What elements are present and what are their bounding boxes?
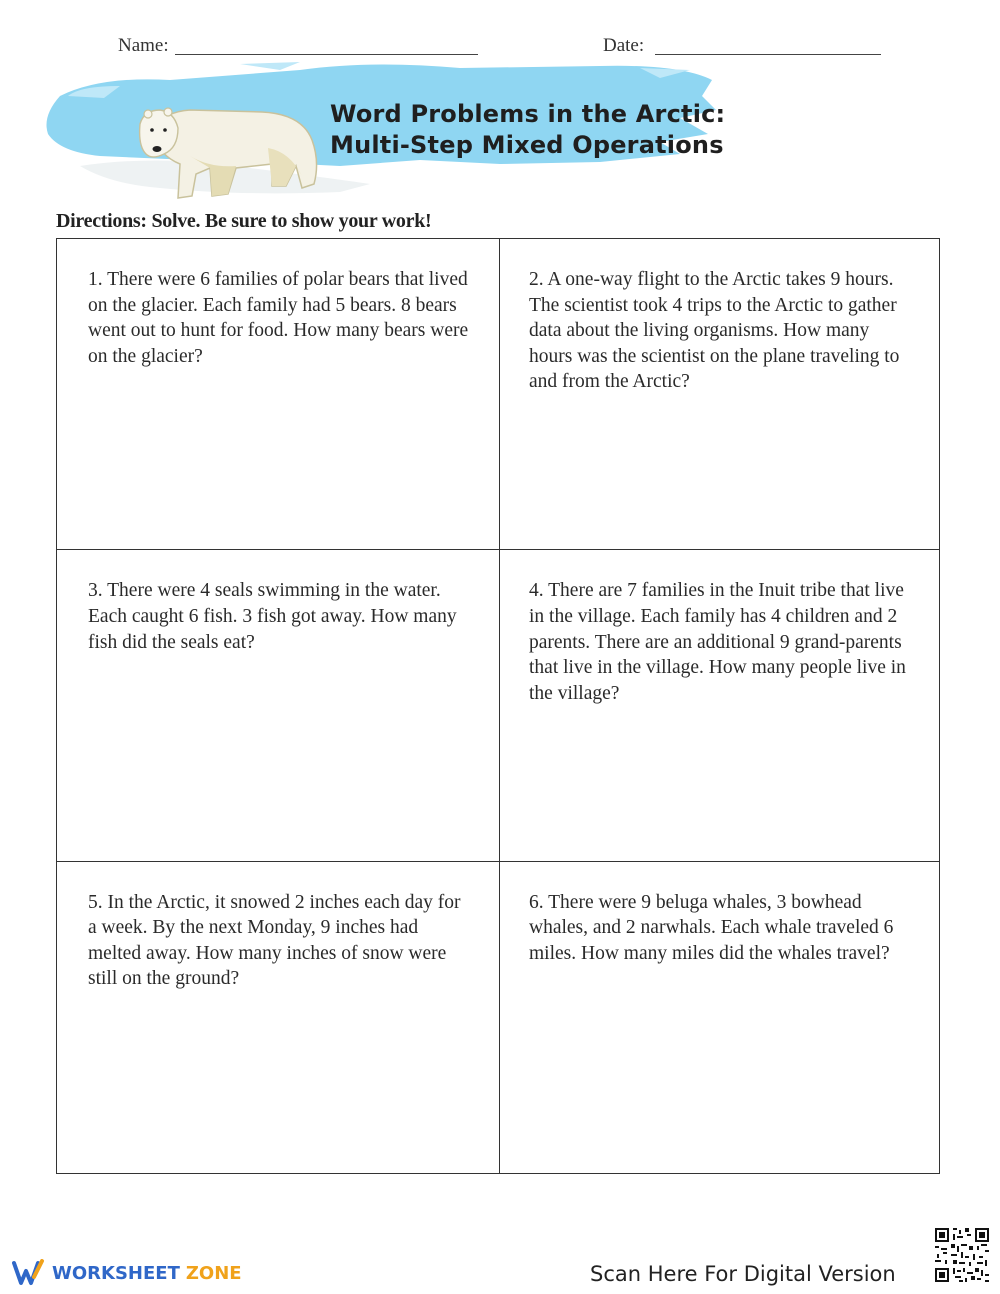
problem-5-text: 5. In the Arctic, it snowed 2 inches each day for a week. By the next Monday, 9 inches had melted away. How many inches of snow were still on the ground? [88, 891, 461, 990]
date-field[interactable] [655, 54, 881, 55]
scan-digital-version-text: Scan Here For Digital Version [590, 1262, 896, 1286]
problem-4-text: 4. There are 7 families in the Inuit tribe that live in the village. Each family has 4 children and 2 parents. There are an additional 9 grand-parents that live in the village. How many people live in the village? [529, 580, 906, 704]
problem-2-text: 2. A one-way flight to the Arctic takes 9 hours. The scientist took 4 trips to the Arctic to gather data about the living organisms. How many hours was the scientist on the plane traveling to and from the Arctic? [529, 269, 900, 393]
qr-code-icon[interactable] [933, 1226, 991, 1284]
worksheet-zone-logo-icon [12, 1259, 46, 1287]
directions-text: Directions: Solve. Be sure to show your work! [56, 210, 432, 232]
problem-3-text: 3. There were 4 seals swimming in the water. Each caught 6 fish. 3 fish got away. How many fish did the seals eat? [88, 580, 457, 653]
problem-6-text: 6. There were 9 beluga whales, 3 bowhead whales, and 2 narwhals. Each whale traveled 6 miles. How many miles did the whales travel? [529, 891, 894, 964]
brand-name-part-2: ZONE [185, 1262, 242, 1284]
problem-box-2[interactable] [500, 239, 939, 550]
brand-name-part-1: WORKSHEET [52, 1262, 180, 1284]
problems-grid [56, 238, 940, 1174]
date-label: Date: [603, 35, 645, 56]
problem-box-5[interactable] [57, 862, 500, 1173]
problem-box-1[interactable] [57, 239, 500, 550]
name-label: Name: [118, 35, 169, 56]
problem-1-text: 1. There were 6 families of polar bears that lived on the glacier. Each family had 5 bears. 8 bears went out to hunt for food. How many bears were on the glacier? [88, 269, 469, 367]
problem-box-3[interactable] [57, 550, 500, 861]
page-title-line-1: Word Problems in the Arctic: [330, 100, 726, 128]
name-field[interactable] [175, 54, 478, 55]
worksheet-zone-brand[interactable] [12, 1259, 242, 1287]
problem-box-4[interactable] [500, 550, 939, 861]
problem-box-6[interactable] [500, 862, 939, 1173]
page-title-line-2: Multi-Step Mixed Operations [330, 131, 724, 159]
